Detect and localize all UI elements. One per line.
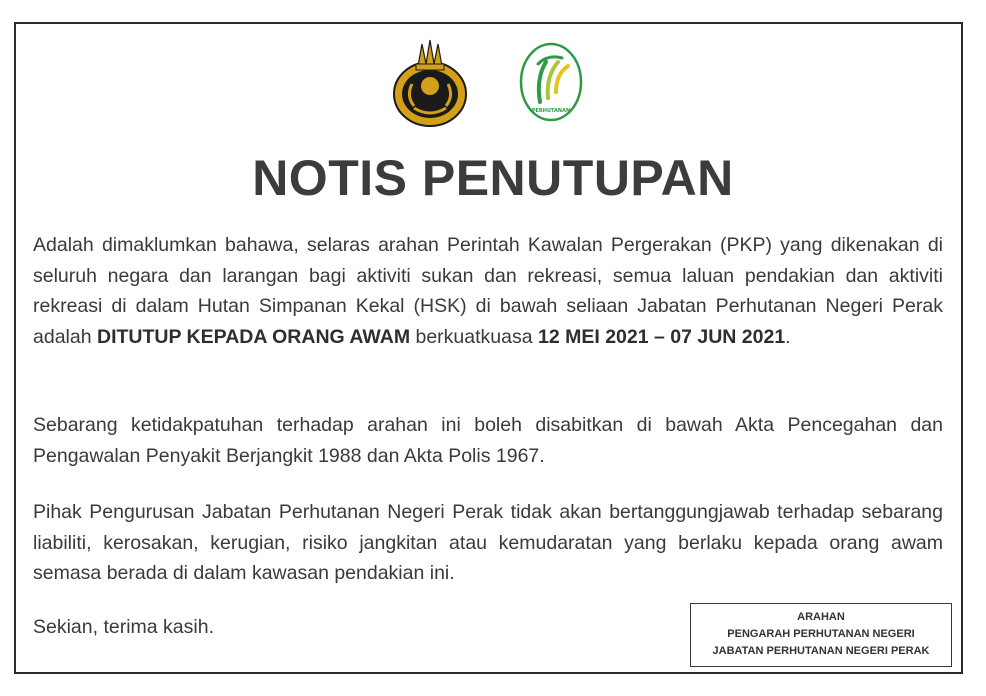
notice-closing: Sekian, terima kasih. (33, 616, 214, 638)
notice-title: NOTIS PENUTUPAN (252, 150, 734, 206)
signature-box (690, 603, 952, 667)
signature-line-arahan: ARAHAN (797, 611, 845, 623)
perak-state-crest-icon (388, 36, 472, 128)
closure-text-intro: Adalah dimaklumkan bahawa, selaras arahan Perintah Kawalan Pergerakan (PKP) yang dikenakan di seluruh negara dan larangan bagi aktiviti sukan dan rekreasi, semua laluan pendakian dan aktiviti rekreasi di dalam Hutan Simpanan Kekal (HSK) di bawah seliaan Jabatan Perhutanan Negeri Perak adalah (33, 234, 943, 348)
closure-status: DITUTUP KEPADA ORANG AWAM (96, 325, 411, 348)
notice-paragraph-liability: Pihak Pengurusan Jabatan Perhutanan Negeri Perak tidak akan bertanggungjawab terhadap sebarang liabiliti, kerosakan, kerugian, risiko jangkitan atau kemudaratan yang berlaku kepada orang awam semasa berada di dalam kawasan pendakian ini. (33, 501, 943, 584)
closure-dates: 12 MEI 2021 – 07 JUN 2021 (538, 325, 786, 348)
closure-text-end: . (785, 325, 791, 348)
closure-text-effective: berkuatkuasa (410, 325, 538, 348)
notice-paragraph-closure (33, 230, 943, 352)
perhutanan-logo-icon (518, 40, 584, 124)
signature-line-department: JABATAN PERHUTANAN NEGERI PERAK (712, 645, 930, 657)
svg-text:PERHUTANAN: PERHUTANAN (531, 108, 571, 114)
signature-line-director: PENGARAH PERHUTANAN NEGERI (727, 628, 915, 640)
notice-paragraph-penalty: Sebarang ketidakpatuhan terhadap arahan ini boleh disabitkan di bawah Akta Pencegahan dan Pengawalan Penyakit Berjangkit 1988 dan Akta Polis 1967. (33, 414, 943, 467)
